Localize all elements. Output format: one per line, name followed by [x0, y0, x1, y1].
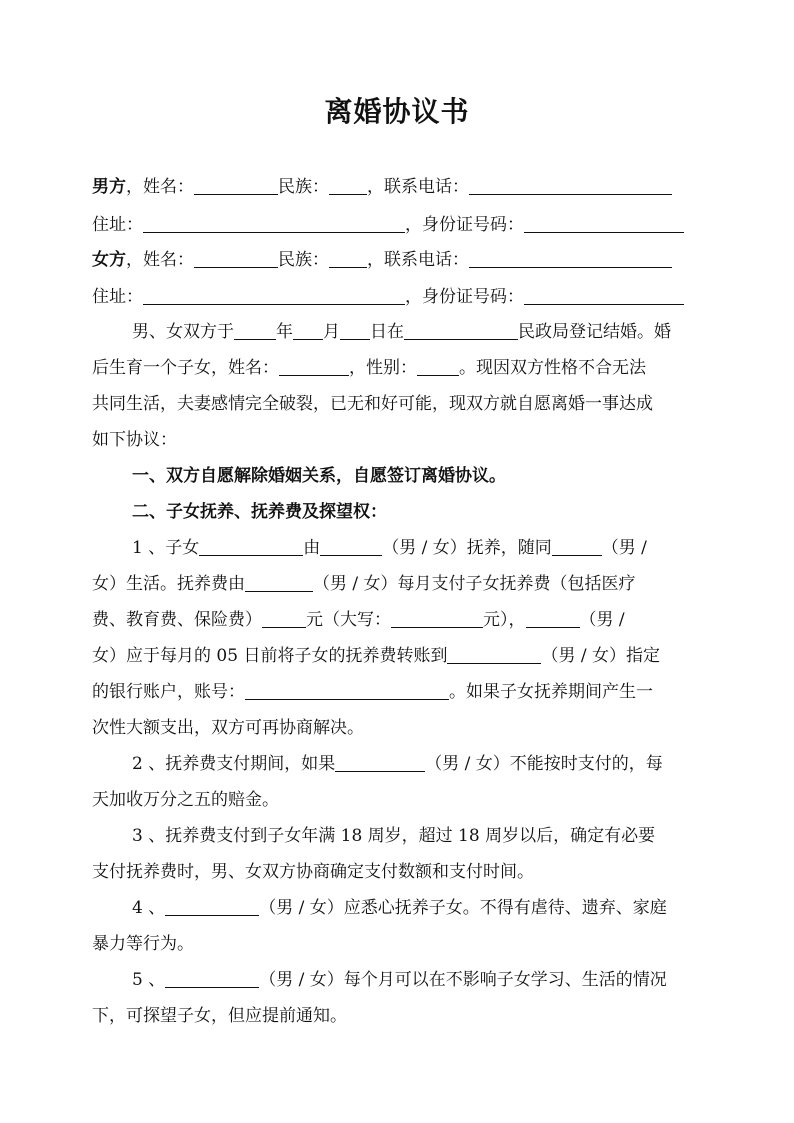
clause-text: （男 /: [579, 610, 625, 630]
female-address-field[interactable]: [143, 287, 405, 305]
clause-5-line-2: 下，可探望子女，但应提前通知。: [92, 1006, 347, 1026]
clause-text: 元（大写：: [306, 610, 391, 630]
marriage-month-field[interactable]: [293, 322, 323, 340]
day-label: 日在: [370, 322, 404, 342]
clause-3-line-2: 支付抚养费时，男、女双方协商确定支付数额和支付时间。: [92, 862, 534, 882]
clause-text: （男 / 女）应悉心抚养子女。不得有虐待、遗弃、家庭: [259, 898, 667, 918]
female-party-line: [92, 249, 712, 271]
intro-text: 男、女双方于: [132, 322, 234, 342]
clause-5-line-1: [132, 969, 712, 991]
clause-text: 费、教育费、保险费）: [92, 610, 262, 630]
clause-text: 由: [303, 538, 321, 558]
support-payer-field[interactable]: [245, 574, 313, 592]
female-ethnicity-field[interactable]: [329, 250, 367, 268]
clause-text: 。如果子女抚养期间产生一: [449, 682, 653, 702]
clause-1-line-3: [92, 609, 712, 631]
name-label: ，姓名：: [126, 177, 194, 197]
intro-line-1: [132, 321, 712, 343]
clause-text: 女）应于每月的 05 日前将子女的抚养费转账到: [92, 646, 448, 666]
clause-text: （男 / 女）指定: [541, 646, 660, 666]
clause-text: 元），: [483, 610, 526, 630]
intro-text: 。现因双方性格不合无法: [459, 358, 646, 378]
marriage-year-field[interactable]: [234, 322, 276, 340]
id-label: ，身份证号码：: [405, 215, 524, 235]
clause-text: 5 、: [132, 970, 166, 990]
clause-text: （男 / 女）每月支付子女抚养费（包括医疗: [313, 574, 636, 594]
intro-text: 民政局登记结婚。婚: [518, 322, 671, 342]
civil-affairs-bureau-field[interactable]: [404, 322, 518, 340]
male-party-line: [92, 176, 712, 198]
female-phone-field[interactable]: [469, 250, 672, 268]
id-label: ，身份证号码：: [405, 287, 524, 307]
male-address-line: [92, 214, 712, 236]
intro-line-2: [92, 357, 712, 379]
marriage-day-field[interactable]: [340, 322, 370, 340]
month-label: 月: [323, 322, 340, 342]
child-gender-field[interactable]: [417, 358, 459, 376]
clause-text: 4 、: [132, 898, 166, 918]
male-label: 男方: [92, 177, 126, 197]
caretaker-field[interactable]: [165, 898, 259, 916]
clause-2-line-1: [132, 753, 712, 775]
bank-account-field[interactable]: [245, 682, 449, 700]
clause-text: （男 / 女）抚养，随同: [382, 538, 552, 558]
custodian-field[interactable]: [320, 538, 382, 556]
male-phone-field[interactable]: [469, 177, 672, 195]
clause-3-line-1: 3 、抚养费支付到子女年满 18 周岁，超过 18 周岁以后，确定有必要: [132, 826, 656, 846]
clause-text: 女）生活。抚养费由: [92, 574, 245, 594]
male-ethnicity-field[interactable]: [329, 177, 367, 195]
clause-1-line-6: 次性大额支出，双方可再协商解决。: [92, 718, 364, 738]
intro-line-3: 共同生活，夫妻感情完全破裂，已无和好可能，现双方就自愿离婚一事达成: [92, 394, 653, 414]
female-label: 女方: [92, 250, 126, 270]
section-heading-2: 二、子女抚养、抚养费及探望权：: [132, 502, 387, 522]
living-with-field[interactable]: [552, 538, 602, 556]
male-name-field[interactable]: [194, 177, 278, 195]
ethnicity-label: 民族：: [278, 177, 329, 197]
clause-text: （男 /: [601, 538, 647, 558]
phone-label: ，联系电话：: [367, 177, 469, 197]
female-address-line: [92, 286, 712, 308]
transfer-recipient-field[interactable]: [447, 646, 541, 664]
clause-text: （男 / 女）不能按时支付的，每: [425, 754, 663, 774]
support-amount-field[interactable]: [262, 610, 306, 628]
male-id-field[interactable]: [524, 215, 684, 233]
child-name-field[interactable]: [279, 358, 349, 376]
section-heading-1: 一、双方自愿解除婚姻关系，自愿签订离婚协议。: [132, 466, 506, 486]
clause-1-line-2: [92, 573, 712, 595]
transfer-payer-field[interactable]: [526, 610, 580, 628]
support-amount-words-field[interactable]: [391, 610, 483, 628]
address-label: 住址：: [92, 287, 143, 307]
ethnicity-label: 民族：: [278, 250, 329, 270]
intro-text: ，性别：: [349, 358, 417, 378]
clause-2-line-2: 天加收万分之五的赔金。: [92, 790, 279, 810]
female-id-field[interactable]: [524, 287, 684, 305]
clause-text: 的银行账户，账号：: [92, 682, 245, 702]
clause-text: 1 、子女: [132, 538, 200, 558]
late-payer-field[interactable]: [335, 754, 425, 772]
name-label: ，姓名：: [126, 250, 194, 270]
clause-1-line-5: [92, 681, 712, 703]
visitor-field[interactable]: [165, 970, 259, 988]
clause-text: （男 / 女）每个月可以在不影响子女学习、生活的情况: [259, 970, 667, 990]
clause-1-line-1: [132, 537, 712, 559]
intro-line-4: 如下协议：: [92, 430, 177, 450]
phone-label: ，联系电话：: [367, 250, 469, 270]
document-title: 离婚协议书: [324, 95, 470, 128]
clause-4-line-1: [132, 897, 712, 919]
address-label: 住址：: [92, 215, 143, 235]
clause-4-line-2: 暴力等行为。: [92, 934, 194, 954]
intro-text: 后生育一个子女，姓名：: [92, 358, 279, 378]
year-label: 年: [276, 322, 293, 342]
female-name-field[interactable]: [194, 250, 278, 268]
male-address-field[interactable]: [143, 215, 405, 233]
clause-1-line-4: [92, 645, 712, 667]
clause-text: 2 、抚养费支付期间，如果: [132, 754, 336, 774]
child-field[interactable]: [199, 538, 303, 556]
